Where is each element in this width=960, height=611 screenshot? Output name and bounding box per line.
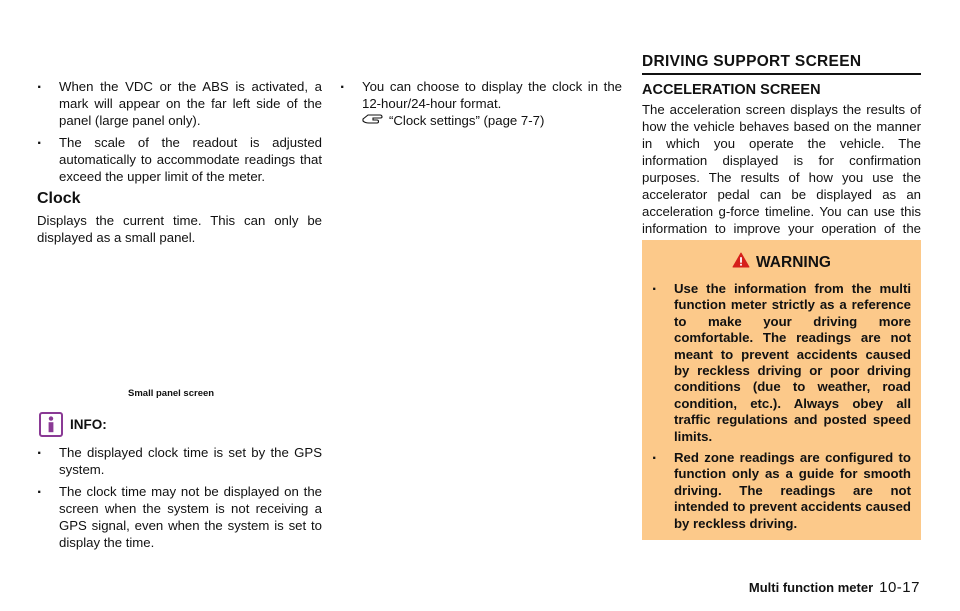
bullet-list <box>37 78 322 190</box>
section-title: DRIVING SUPPORT SCREEN <box>642 53 921 75</box>
reference-link[interactable]: “Clock settings” (page 7-7) <box>389 112 545 128</box>
page-number: 10-17 <box>879 579 920 596</box>
list-item: . Use the information from the multi function meter strictly as a reference to make your driving more comfortable. The readings are not meant to prevent accidents caused by reckless driving or poor driving conditions (due to weather, road condition, etc.). Always obey all traffic regulations and posted speed limits. <box>652 281 911 445</box>
cross-reference[interactable] <box>340 112 622 128</box>
list-item: . The scale of the readout is adjusted automatically to accommodate readings that exceed the upper limit of the meter. <box>37 134 322 185</box>
list-item: . The clock time may not be displayed on the screen when the system is not receiving a GPS signal, even when the system is set to display the time. <box>37 483 322 551</box>
clock-heading: Clock <box>37 190 81 207</box>
warning-list <box>652 281 911 532</box>
list-item: . The displayed clock time is set by the GPS system. <box>37 444 322 478</box>
list-item: . You can choose to display the clock in the 12-hour/24-hour format. <box>340 78 622 112</box>
clock-description: Displays the current time. This can only be displayed as a small panel. <box>37 213 322 245</box>
pointing-hand-icon <box>362 112 384 128</box>
list-item: . Red zone readings are configured to function only as a guide for smooth driving. The readings are not intended to prevent accidents caused by reckless driving. <box>652 450 911 532</box>
page-footer <box>749 579 920 596</box>
figure-caption: Small panel screen <box>128 388 215 399</box>
info-icon <box>39 412 63 437</box>
info-header <box>39 412 107 437</box>
info-list <box>37 444 322 556</box>
list-item: . When the VDC or the ABS is activated, a mark will appear on the far left side of the panel (large panel only). <box>37 78 322 129</box>
page-title: ACCELERATION SCREEN <box>642 82 821 98</box>
warning-icon <box>732 252 750 273</box>
warning-header <box>652 252 911 273</box>
warning-label: WARNING <box>756 253 831 271</box>
warning-box <box>642 240 921 540</box>
acceleration-description: The acceleration screen displays the results of how the vehicle behaves based on the manner in which you operate the vehicle. The information displayed is for confirmation purposes. The results of how you use the accelerator pedal can be displayed as an acceleration g-force timeline. You can use this information to improve your operation of the <box>642 102 921 236</box>
info-label: INFO: <box>70 417 107 432</box>
footer-section-name: Multi function meter <box>748 580 874 595</box>
